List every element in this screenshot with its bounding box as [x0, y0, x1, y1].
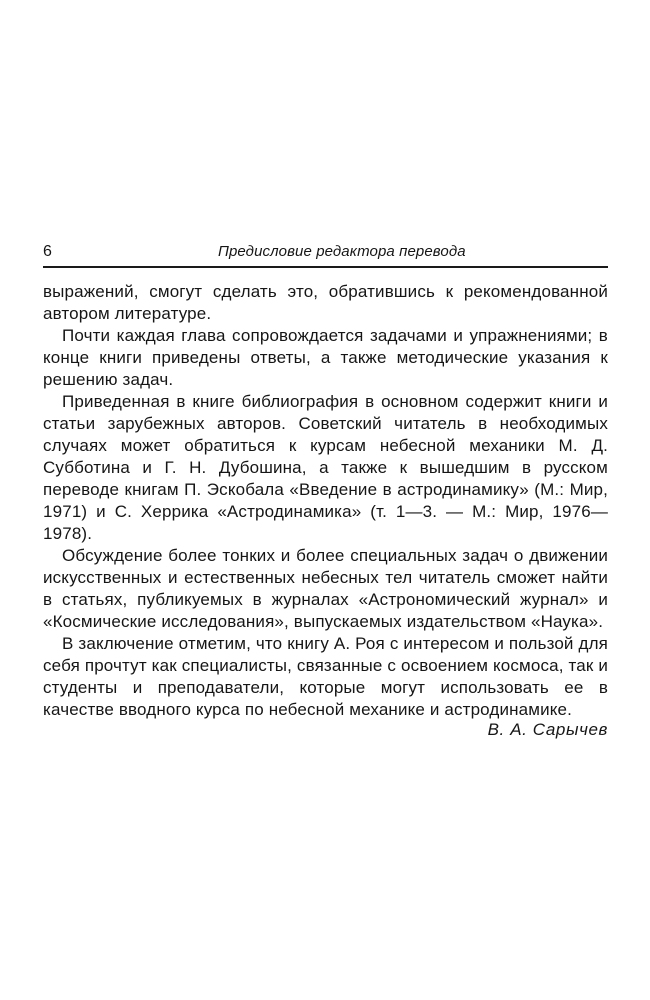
running-title: Предисловие редактора перевода [218, 243, 466, 260]
paragraph-continuation: выражений, смогут сделать это, обратившись к рекомендованной автором литературе. [43, 282, 608, 323]
page-number: 6 [43, 243, 52, 260]
paragraph-exercises: Почти каждая глава сопровождается задачами и упражнениями; в конце книги приведены ответы, а также методические указания к решению задач. [43, 326, 608, 389]
paragraph-journals: Обсуждение более тонких и более специальных задач о движении искусственных и естественных небесных тел читатель сможет найти в статьях, публикуемых в журналах «Астрономический журнал» и «Космические исследования», выпускаемых издательством «Наука». [43, 546, 608, 631]
header-rule [43, 266, 608, 268]
signature: В. А. Сарычев [487, 720, 608, 739]
running-header [43, 241, 608, 269]
main-text [43, 281, 608, 721]
paragraph-bibliography: Приведенная в книге библиография в основном содержит книги и статьи зарубежных авторов. Советский читатель в необходимых случаях может обратиться к курсам небесной механики М. Д. Субботина и Г. Н. Дубошина, а также к вышедшим в русском переводе книгам П. Эскобала «Введение в астродинамику» (М.: Мир, 1971) и С. Херрика «Астродинамика» (т. 1—3. — М.: Мир, 1976—1978). [43, 392, 608, 543]
paragraph-conclusion: В заключение отметим, что книгу А. Роя с интересом и пользой для себя прочтут как специалисты, связанные с освоением космоса, так и студенты и преподаватели, которые могут использовать ее в качестве вводного курса по небесной механике и астродинамике. [43, 634, 608, 719]
